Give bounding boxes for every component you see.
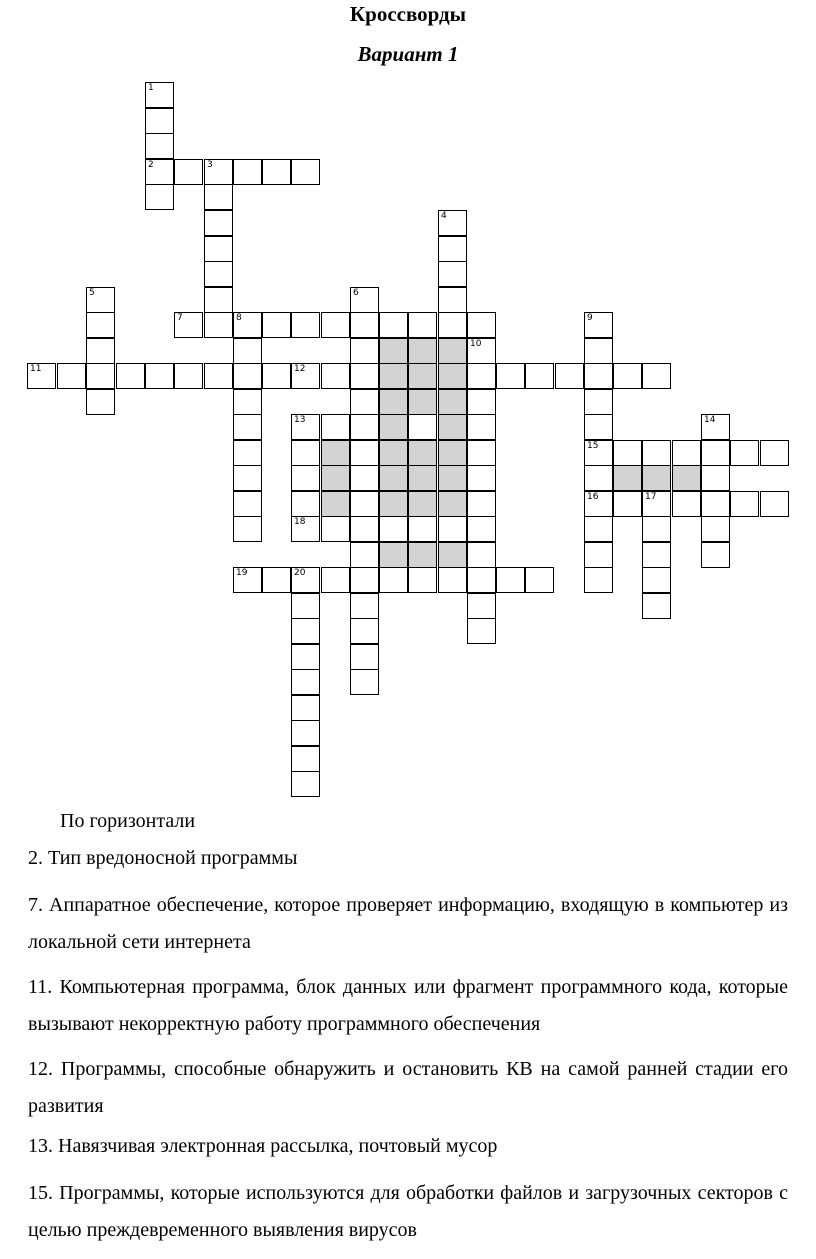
shaded-cell bbox=[379, 389, 408, 415]
grid-cell[interactable] bbox=[350, 516, 379, 542]
grid-cell[interactable] bbox=[174, 159, 203, 185]
grid-cell[interactable] bbox=[291, 618, 320, 644]
grid-cell[interactable] bbox=[57, 363, 86, 389]
clue-number: 3 bbox=[207, 160, 213, 170]
shaded-cell bbox=[438, 414, 467, 440]
shaded-cell bbox=[408, 542, 437, 568]
grid-cell[interactable] bbox=[701, 491, 730, 517]
grid-cell[interactable] bbox=[438, 516, 467, 542]
grid-cell[interactable] bbox=[204, 184, 233, 210]
grid-cell[interactable] bbox=[350, 440, 379, 466]
grid-cell[interactable] bbox=[584, 542, 613, 568]
page-title: Кроссворды bbox=[349, 2, 467, 26]
grid-cell[interactable] bbox=[496, 363, 525, 389]
grid-cell[interactable] bbox=[321, 312, 350, 338]
grid-cell[interactable] bbox=[321, 363, 350, 389]
grid-cell[interactable] bbox=[701, 414, 730, 440]
grid-cell[interactable] bbox=[291, 516, 320, 542]
grid-cell[interactable] bbox=[27, 363, 56, 389]
grid-cell[interactable] bbox=[291, 695, 320, 721]
grid-cell[interactable] bbox=[86, 287, 115, 313]
grid-cell[interactable] bbox=[584, 465, 613, 491]
grid-cell[interactable] bbox=[379, 567, 408, 593]
grid-cell[interactable] bbox=[350, 338, 379, 364]
grid-cell[interactable] bbox=[642, 363, 671, 389]
grid-cell[interactable] bbox=[321, 567, 350, 593]
section-heading-across: По горизонтали bbox=[60, 810, 196, 832]
grid-cell[interactable] bbox=[204, 363, 233, 389]
grid-cell[interactable] bbox=[555, 363, 584, 389]
grid-cell[interactable] bbox=[321, 414, 350, 440]
clue-number: 10 bbox=[470, 339, 482, 349]
shaded-cell bbox=[438, 363, 467, 389]
grid-cell[interactable] bbox=[291, 465, 320, 491]
grid-cell[interactable] bbox=[408, 567, 437, 593]
grid-cell[interactable] bbox=[730, 440, 759, 466]
grid-cell[interactable] bbox=[291, 593, 320, 619]
grid-cell[interactable] bbox=[438, 236, 467, 262]
grid-cell[interactable] bbox=[438, 261, 467, 287]
grid-cell[interactable] bbox=[467, 491, 496, 517]
shaded-cell bbox=[438, 491, 467, 517]
grid-cell[interactable] bbox=[291, 312, 320, 338]
shaded-cell bbox=[379, 338, 408, 364]
grid-cell[interactable] bbox=[496, 567, 525, 593]
grid-cell[interactable] bbox=[467, 440, 496, 466]
grid-cell[interactable] bbox=[350, 567, 379, 593]
grid-cell[interactable] bbox=[350, 644, 379, 670]
grid-cell[interactable] bbox=[233, 491, 262, 517]
grid-cell[interactable] bbox=[438, 567, 467, 593]
grid-cell[interactable] bbox=[642, 440, 671, 466]
clue-12: 12. Программы, способные обнаружить и остановить КВ на самой ранней стадии его развития bbox=[28, 1058, 788, 1117]
shaded-cell bbox=[408, 440, 437, 466]
grid-cell[interactable] bbox=[350, 491, 379, 517]
clue-number: 19 bbox=[236, 568, 248, 578]
grid-cell[interactable] bbox=[525, 567, 554, 593]
shaded-cell bbox=[438, 542, 467, 568]
grid-cell[interactable] bbox=[350, 669, 379, 695]
clue-2: 2. Тип вредоносной программы bbox=[28, 847, 298, 869]
clue-number: 9 bbox=[587, 313, 593, 323]
grid-cell[interactable] bbox=[291, 720, 320, 746]
grid-cell[interactable] bbox=[672, 491, 701, 517]
shaded-cell bbox=[438, 440, 467, 466]
clue-13: 13. Навязчивая электронная рассылка, почтовый мусор bbox=[28, 1135, 498, 1157]
grid-cell[interactable] bbox=[233, 159, 262, 185]
clue-number: 2 bbox=[148, 160, 154, 170]
grid-cell[interactable] bbox=[204, 261, 233, 287]
shaded-cell bbox=[379, 414, 408, 440]
grid-cell[interactable] bbox=[467, 593, 496, 619]
grid-cell[interactable] bbox=[613, 491, 642, 517]
grid-cell[interactable] bbox=[233, 567, 262, 593]
grid-cell[interactable] bbox=[86, 389, 115, 415]
clue-number: 11 bbox=[30, 364, 42, 374]
grid-cell[interactable] bbox=[642, 516, 671, 542]
grid-cell[interactable] bbox=[145, 184, 174, 210]
grid-cell[interactable] bbox=[613, 363, 642, 389]
grid-cell[interactable] bbox=[584, 516, 613, 542]
grid-cell[interactable] bbox=[233, 389, 262, 415]
shaded-cell bbox=[379, 542, 408, 568]
grid-cell[interactable] bbox=[379, 516, 408, 542]
clue-number: 14 bbox=[704, 415, 716, 425]
grid-cell[interactable] bbox=[204, 287, 233, 313]
grid-cell[interactable] bbox=[291, 771, 320, 797]
grid-cell[interactable] bbox=[584, 414, 613, 440]
shaded-cell bbox=[321, 491, 350, 517]
grid-cell[interactable] bbox=[233, 414, 262, 440]
grid-cell[interactable] bbox=[204, 312, 233, 338]
grid-cell[interactable] bbox=[350, 389, 379, 415]
grid-cell[interactable] bbox=[86, 363, 115, 389]
grid-cell[interactable] bbox=[584, 491, 613, 517]
shaded-cell bbox=[408, 465, 437, 491]
grid-cell[interactable] bbox=[350, 363, 379, 389]
grid-cell[interactable] bbox=[145, 363, 174, 389]
grid-cell[interactable] bbox=[584, 440, 613, 466]
grid-cell[interactable] bbox=[233, 516, 262, 542]
grid-cell[interactable] bbox=[584, 312, 613, 338]
clue-number: 7 bbox=[177, 313, 183, 323]
grid-cell[interactable] bbox=[467, 465, 496, 491]
grid-cell[interactable] bbox=[642, 593, 671, 619]
grid-cell[interactable] bbox=[116, 363, 145, 389]
shaded-cell bbox=[379, 363, 408, 389]
clue-number: 5 bbox=[89, 288, 95, 298]
grid-cell[interactable] bbox=[730, 491, 759, 517]
grid-cell[interactable] bbox=[291, 669, 320, 695]
grid-cell[interactable] bbox=[701, 516, 730, 542]
grid-cell[interactable] bbox=[642, 567, 671, 593]
grid-cell[interactable] bbox=[350, 312, 379, 338]
grid-cell[interactable] bbox=[291, 440, 320, 466]
grid-cell[interactable] bbox=[174, 312, 203, 338]
clue-number: 15 bbox=[587, 441, 599, 451]
clue-number: 13 bbox=[294, 415, 306, 425]
grid-cell[interactable] bbox=[262, 159, 291, 185]
grid-cell[interactable] bbox=[233, 338, 262, 364]
grid-cell[interactable] bbox=[584, 567, 613, 593]
grid-cell[interactable] bbox=[467, 516, 496, 542]
clue-number: 1 bbox=[148, 83, 154, 93]
grid-cell[interactable] bbox=[467, 363, 496, 389]
shaded-cell bbox=[379, 465, 408, 491]
shaded-cell bbox=[672, 465, 701, 491]
grid-cell[interactable] bbox=[760, 491, 789, 517]
grid-cell[interactable] bbox=[350, 287, 379, 313]
grid-cell[interactable] bbox=[174, 363, 203, 389]
grid-cell[interactable] bbox=[262, 312, 291, 338]
grid-cell[interactable] bbox=[525, 363, 554, 389]
shaded-cell bbox=[613, 465, 642, 491]
grid-cell[interactable] bbox=[291, 567, 320, 593]
grid-cell[interactable] bbox=[701, 440, 730, 466]
grid-cell[interactable] bbox=[672, 440, 701, 466]
shaded-cell bbox=[438, 338, 467, 364]
grid-cell[interactable] bbox=[350, 465, 379, 491]
clue-15: 15. Программы, которые используются для обработки файлов и загрузочных секторов с целью преждевременного выявления вирусов bbox=[28, 1182, 788, 1241]
clue-number: 8 bbox=[236, 313, 242, 323]
clue-number: 4 bbox=[441, 211, 447, 221]
grid-cell[interactable] bbox=[233, 363, 262, 389]
shaded-cell bbox=[408, 363, 437, 389]
grid-cell[interactable] bbox=[438, 210, 467, 236]
grid-cell[interactable] bbox=[701, 542, 730, 568]
clue-7: 7. Аппаратное обеспечение, которое проверяет информацию, входящую в компьютер из локальной сети интернета bbox=[28, 894, 788, 953]
grid-cell[interactable] bbox=[642, 491, 671, 517]
grid-cell[interactable] bbox=[642, 542, 671, 568]
grid-cell[interactable] bbox=[291, 363, 320, 389]
grid-cell[interactable] bbox=[408, 516, 437, 542]
grid-cell[interactable] bbox=[233, 312, 262, 338]
clue-number: 18 bbox=[294, 517, 306, 527]
grid-cell[interactable] bbox=[233, 465, 262, 491]
grid-cell[interactable] bbox=[291, 644, 320, 670]
grid-cell[interactable] bbox=[291, 491, 320, 517]
grid-cell[interactable] bbox=[584, 363, 613, 389]
clue-number: 6 bbox=[353, 288, 359, 298]
grid-cell[interactable] bbox=[408, 414, 437, 440]
grid-cell[interactable] bbox=[467, 389, 496, 415]
grid-cell[interactable] bbox=[760, 440, 789, 466]
shaded-cell bbox=[321, 465, 350, 491]
grid-cell[interactable] bbox=[379, 312, 408, 338]
grid-cell[interactable] bbox=[467, 312, 496, 338]
clue-number: 17 bbox=[645, 492, 657, 502]
shaded-cell bbox=[408, 338, 437, 364]
grid-cell[interactable] bbox=[584, 389, 613, 415]
grid-cell[interactable] bbox=[204, 159, 233, 185]
grid-cell[interactable] bbox=[86, 312, 115, 338]
grid-cell[interactable] bbox=[613, 440, 642, 466]
grid-cell[interactable] bbox=[350, 618, 379, 644]
shaded-cell bbox=[438, 465, 467, 491]
clue-number: 12 bbox=[294, 364, 306, 374]
grid-cell[interactable] bbox=[145, 159, 174, 185]
clue-11: 11. Компьютерная программа, блок данных или фрагмент программного кода, которые вызывают некорректную работу программного обеспечения bbox=[28, 976, 788, 1035]
grid-cell[interactable] bbox=[262, 363, 291, 389]
grid-cell[interactable] bbox=[291, 414, 320, 440]
grid-cell[interactable] bbox=[438, 312, 467, 338]
grid-cell[interactable] bbox=[145, 133, 174, 159]
shaded-cell bbox=[438, 389, 467, 415]
shaded-cell bbox=[408, 491, 437, 517]
grid-cell[interactable] bbox=[350, 593, 379, 619]
grid-cell[interactable] bbox=[467, 567, 496, 593]
shaded-cell bbox=[321, 440, 350, 466]
shaded-cell bbox=[379, 440, 408, 466]
grid-cell[interactable] bbox=[467, 618, 496, 644]
grid-cell[interactable] bbox=[350, 414, 379, 440]
grid-cell[interactable] bbox=[291, 746, 320, 772]
grid-cell[interactable] bbox=[204, 236, 233, 262]
grid-cell[interactable] bbox=[467, 542, 496, 568]
grid-cell[interactable] bbox=[204, 210, 233, 236]
grid-cell[interactable] bbox=[262, 567, 291, 593]
shaded-cell bbox=[642, 465, 671, 491]
grid-cell[interactable] bbox=[321, 516, 350, 542]
shaded-cell bbox=[379, 491, 408, 517]
variant-subtitle: Вариант 1 bbox=[357, 42, 459, 66]
grid-cell[interactable] bbox=[145, 82, 174, 108]
grid-cell[interactable] bbox=[467, 338, 496, 364]
grid-cell[interactable] bbox=[408, 312, 437, 338]
grid-cell[interactable] bbox=[145, 108, 174, 134]
grid-cell[interactable] bbox=[584, 338, 613, 364]
grid-cell[interactable] bbox=[467, 414, 496, 440]
grid-cell[interactable] bbox=[291, 159, 320, 185]
grid-cell[interactable] bbox=[701, 465, 730, 491]
grid-cell[interactable] bbox=[350, 542, 379, 568]
grid-cell[interactable] bbox=[86, 338, 115, 364]
clue-number: 20 bbox=[294, 568, 306, 578]
grid-cell[interactable] bbox=[233, 440, 262, 466]
clue-number: 16 bbox=[587, 492, 599, 502]
grid-cell[interactable] bbox=[438, 287, 467, 313]
shaded-cell bbox=[408, 389, 437, 415]
